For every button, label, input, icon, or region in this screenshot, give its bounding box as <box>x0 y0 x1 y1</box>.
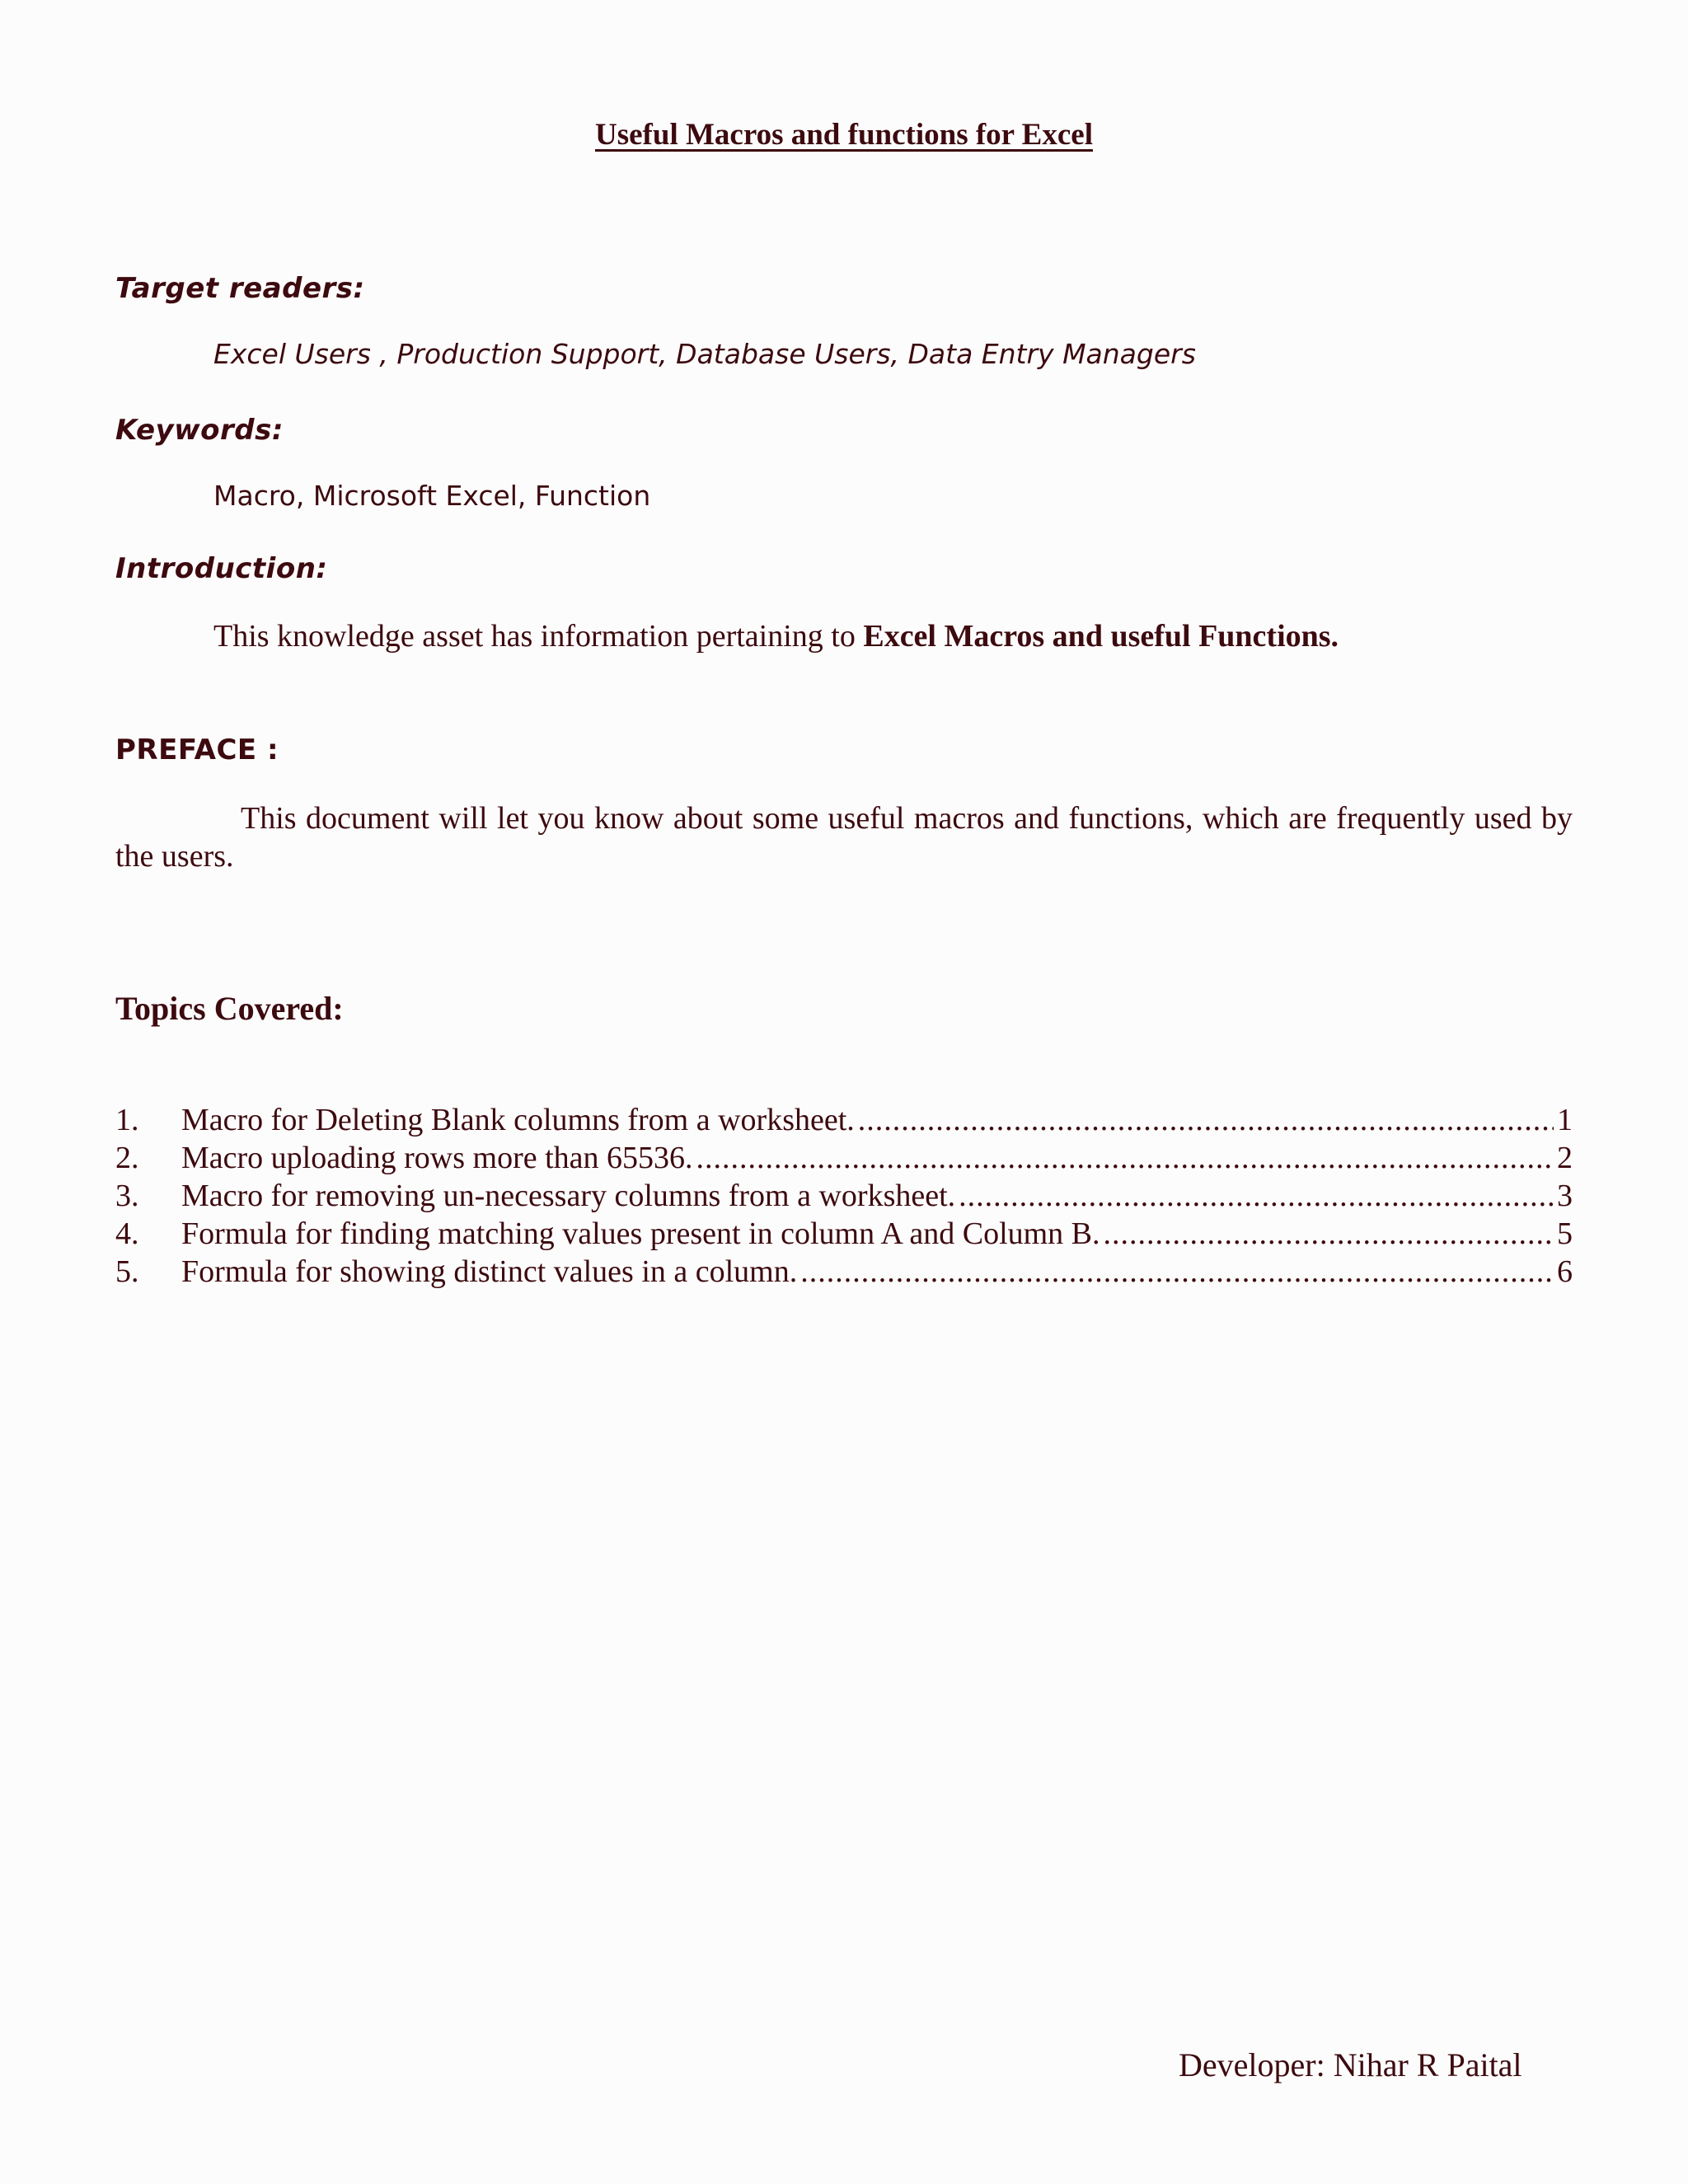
toc-item-page: 1 <box>1557 1103 1573 1137</box>
toc-item-page: 6 <box>1557 1254 1573 1289</box>
toc-item-number: 4. <box>115 1216 139 1251</box>
toc-leader-dots <box>1104 1215 1554 1253</box>
toc-item[interactable] <box>115 1253 1573 1291</box>
toc-item-number: 3. <box>115 1179 139 1213</box>
introduction-text-bold: Excel Macros and useful Functions. <box>863 619 1339 654</box>
toc-item-page: 2 <box>1557 1141 1573 1175</box>
toc-item[interactable] <box>115 1215 1573 1253</box>
topics-heading: Topics Covered: <box>115 990 344 1027</box>
toc-item-text: Formula for finding matching values present in column A and Column B. <box>181 1216 1100 1251</box>
toc-leader-dots <box>696 1139 1554 1177</box>
toc-item[interactable] <box>115 1139 1573 1177</box>
target-readers-heading: Target readers: <box>115 272 365 305</box>
toc-leader-dots <box>959 1177 1554 1215</box>
toc-leader-dots <box>800 1253 1554 1291</box>
toc-item-text: Formula for showing distinct values in a column. <box>181 1254 798 1289</box>
introduction-text <box>213 618 1339 654</box>
table-of-contents <box>115 1101 1573 1291</box>
toc-leader-dots <box>858 1101 1554 1139</box>
toc-item-text: Macro for removing un-necessary columns from a worksheet. <box>181 1179 956 1213</box>
toc-item-number: 5. <box>115 1254 139 1289</box>
developer-credit: Developer: Nihar R Paital <box>1179 2046 1522 2083</box>
toc-item-number: 2. <box>115 1141 139 1175</box>
toc-item[interactable] <box>115 1101 1573 1139</box>
preface-heading: PREFACE : <box>115 733 279 766</box>
introduction-text-prefix: This knowledge asset has information pertaining to <box>213 619 864 654</box>
toc-item-page: 5 <box>1557 1216 1573 1251</box>
keywords-text: Macro, Microsoft Excel, Function <box>213 480 651 512</box>
toc-item-page: 3 <box>1557 1179 1573 1213</box>
toc-item-text: Macro for Deleting Blank columns from a worksheet. <box>181 1103 855 1137</box>
toc-item-text: Macro uploading rows more than 65536. <box>181 1141 693 1175</box>
toc-item-number: 1. <box>115 1103 139 1137</box>
keywords-heading: Keywords: <box>115 414 284 447</box>
introduction-heading: Introduction: <box>115 552 328 585</box>
document-title: Useful Macros and functions for Excel <box>595 118 1093 152</box>
preface-text: This document will let you know about some useful macros and functions, which are frequently used by the users. <box>115 801 1573 874</box>
toc-item[interactable] <box>115 1177 1573 1215</box>
target-readers-text: Excel Users , Production Support, Database Users, Data Entry Managers <box>213 338 1196 370</box>
